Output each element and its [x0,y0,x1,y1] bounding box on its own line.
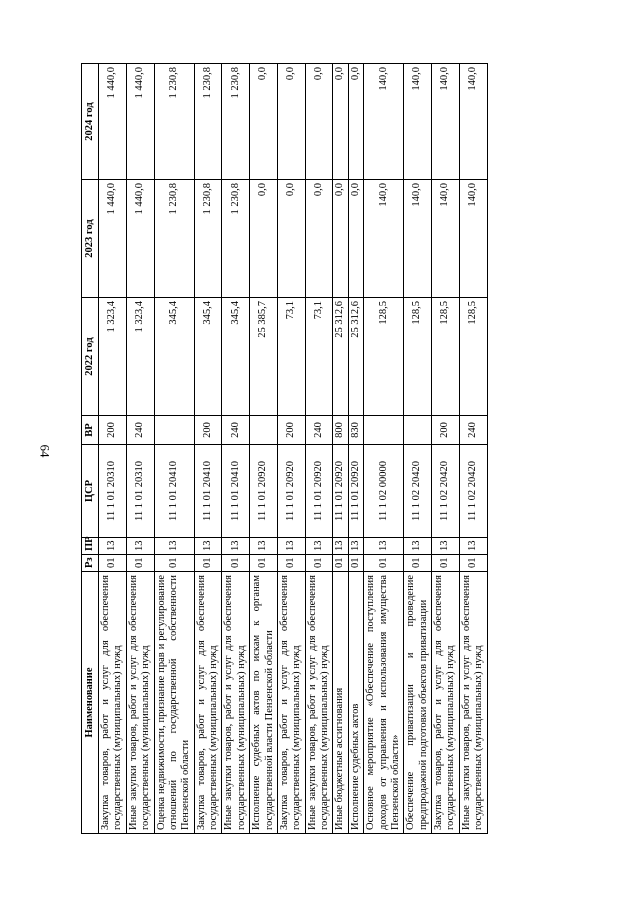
header-row [82,64,99,834]
cell-rz: 01 [459,555,487,572]
cell-2022: 25 312,6 [348,298,363,416]
cell-pr: 13 [364,538,404,555]
table-row [250,64,278,834]
header-vr: ВР [82,416,99,445]
cell-vr: 200 [432,416,460,445]
cell-csr: 11 1 01 20920 [305,445,333,538]
cell-csr: 11 1 01 20410 [194,445,222,538]
cell-name: Иные закупки товаров, работ и услуг для обеспечения государственных (муниципальных) нужд [126,572,154,834]
cell-name: Закупка товаров, работ и услуг для обеспечения государственных (муниципальных) нужд [194,572,222,834]
cell-vr: 200 [99,416,127,445]
cell-2022: 345,4 [154,298,194,416]
table-row [432,64,460,834]
cell-2023: 140,0 [459,180,487,298]
cell-2023: 140,0 [404,180,432,298]
cell-name: Иные бюджетные ассигнования [333,572,348,834]
cell-pr: 13 [126,538,154,555]
cell-2024: 0,0 [250,64,278,180]
cell-rz: 01 [305,555,333,572]
cell-2023: 0,0 [348,180,363,298]
cell-vr [250,416,278,445]
cell-vr: 240 [222,416,250,445]
cell-2023: 0,0 [333,180,348,298]
cell-2024: 140,0 [404,64,432,180]
cell-csr: 11 1 01 20920 [333,445,348,538]
header-pr: ПР [82,538,99,555]
table-row [277,64,305,834]
cell-pr: 13 [194,538,222,555]
cell-2024: 1 230,8 [222,64,250,180]
cell-vr: 200 [194,416,222,445]
cell-2024: 1 230,8 [194,64,222,180]
cell-csr: 11 1 02 20420 [432,445,460,538]
cell-rz: 01 [222,555,250,572]
cell-2022: 25 312,6 [333,298,348,416]
table-row [348,64,363,834]
cell-2022: 128,5 [404,298,432,416]
cell-2022: 73,1 [277,298,305,416]
cell-vr [154,416,194,445]
header-2022: 2022 год [82,298,99,416]
cell-csr: 11 1 02 20420 [459,445,487,538]
cell-name: Иные закупки товаров, работ и услуг для обеспечения государственных (муниципальных) нужд [459,572,487,834]
cell-2022: 128,5 [364,298,404,416]
cell-csr: 11 1 01 20920 [348,445,363,538]
cell-2024: 140,0 [432,64,460,180]
cell-2023: 140,0 [364,180,404,298]
table-row [194,64,222,834]
cell-2022: 345,4 [222,298,250,416]
table-row [99,64,127,834]
cell-pr: 13 [305,538,333,555]
header-2023: 2023 год [82,180,99,298]
cell-2022: 345,4 [194,298,222,416]
table-row [126,64,154,834]
cell-vr [364,416,404,445]
cell-2023: 0,0 [277,180,305,298]
cell-rz: 01 [194,555,222,572]
cell-rz: 01 [364,555,404,572]
table-row [222,64,250,834]
table-row [404,64,432,834]
cell-name: Обеспечение приватизации и проведение предпродажной подготовки объектов приватизации [404,572,432,834]
cell-2023: 140,0 [432,180,460,298]
table-row [154,64,194,834]
cell-pr: 13 [250,538,278,555]
cell-csr: 11 1 02 20420 [404,445,432,538]
cell-pr: 13 [348,538,363,555]
cell-pr: 13 [404,538,432,555]
cell-rz: 01 [333,555,348,572]
cell-2022: 25 385,7 [250,298,278,416]
cell-pr: 13 [277,538,305,555]
cell-vr: 830 [348,416,363,445]
cell-name: Закупка товаров, работ и услуг для обеспечения государственных (муниципальных) нужд [99,572,127,834]
cell-2022: 128,5 [459,298,487,416]
header-rz: Рз [82,555,99,572]
table-row [364,64,404,834]
cell-2024: 1 440,0 [126,64,154,180]
cell-2023: 1 230,8 [194,180,222,298]
cell-2022: 73,1 [305,298,333,416]
cell-2024: 1 440,0 [99,64,127,180]
cell-2022: 128,5 [432,298,460,416]
cell-2023: 1 440,0 [99,180,127,298]
cell-name: Закупка товаров, работ и услуг для обеспечения государственных (муниципальных) нужд [432,572,460,834]
cell-2024: 140,0 [364,64,404,180]
table-row [459,64,487,834]
cell-2023: 1 230,8 [222,180,250,298]
cell-pr: 13 [459,538,487,555]
cell-name: Исполнение судебных актов по искам к органам государственной власти Пензенской области [250,572,278,834]
cell-csr: 11 1 01 20920 [277,445,305,538]
cell-name: Исполнение судебных актов [348,572,363,834]
page-number: 64 [37,444,53,458]
cell-rz: 01 [250,555,278,572]
cell-2023: 1 440,0 [126,180,154,298]
cell-vr: 240 [126,416,154,445]
rotated-table-wrapper [81,64,516,834]
cell-2024: 140,0 [459,64,487,180]
cell-vr [404,416,432,445]
header-name: Наименование [82,572,99,834]
cell-csr: 11 1 01 20410 [154,445,194,538]
cell-name: Закупка товаров, работ и услуг для обеспечения государственных (муниципальных) нужд [277,572,305,834]
cell-rz: 01 [432,555,460,572]
cell-2024: 0,0 [333,64,348,180]
cell-vr: 240 [459,416,487,445]
cell-pr: 13 [99,538,127,555]
header-2024: 2024 год [82,64,99,180]
cell-pr: 13 [222,538,250,555]
cell-2023: 0,0 [305,180,333,298]
cell-csr: 11 1 01 20410 [222,445,250,538]
cell-name: Оценка недвижимости, признание прав и регулирование отношений по государственной собственности Пензенской области [154,572,194,834]
cell-rz: 01 [404,555,432,572]
table-row [333,64,348,834]
cell-csr: 11 1 01 20310 [99,445,127,538]
budget-table [81,63,488,834]
cell-rz: 01 [154,555,194,572]
cell-csr: 11 1 01 20920 [250,445,278,538]
header-csr: ЦСР [82,445,99,538]
cell-name: Иные закупки товаров, работ и услуг для обеспечения государственных (муниципальных) нужд [305,572,333,834]
cell-2024: 1 230,8 [154,64,194,180]
cell-name: Иные закупки товаров, работ и услуг для обеспечения государственных (муниципальных) нужд [222,572,250,834]
cell-2024: 0,0 [277,64,305,180]
table-row [305,64,333,834]
cell-2023: 1 230,8 [154,180,194,298]
cell-rz: 01 [348,555,363,572]
cell-pr: 13 [333,538,348,555]
cell-csr: 11 1 01 20310 [126,445,154,538]
cell-vr: 200 [277,416,305,445]
cell-2022: 1 323,4 [126,298,154,416]
cell-name: Основное мероприятие «Обеспечение поступления доходов от управления и использования имущества Пензенской области» [364,572,404,834]
cell-rz: 01 [99,555,127,572]
cell-2022: 1 323,4 [99,298,127,416]
cell-rz: 01 [126,555,154,572]
cell-vr: 240 [305,416,333,445]
cell-vr: 800 [333,416,348,445]
cell-rz: 01 [277,555,305,572]
cell-2024: 0,0 [305,64,333,180]
cell-csr: 11 1 02 00000 [364,445,404,538]
cell-pr: 13 [432,538,460,555]
cell-2024: 0,0 [348,64,363,180]
cell-pr: 13 [154,538,194,555]
cell-2023: 0,0 [250,180,278,298]
